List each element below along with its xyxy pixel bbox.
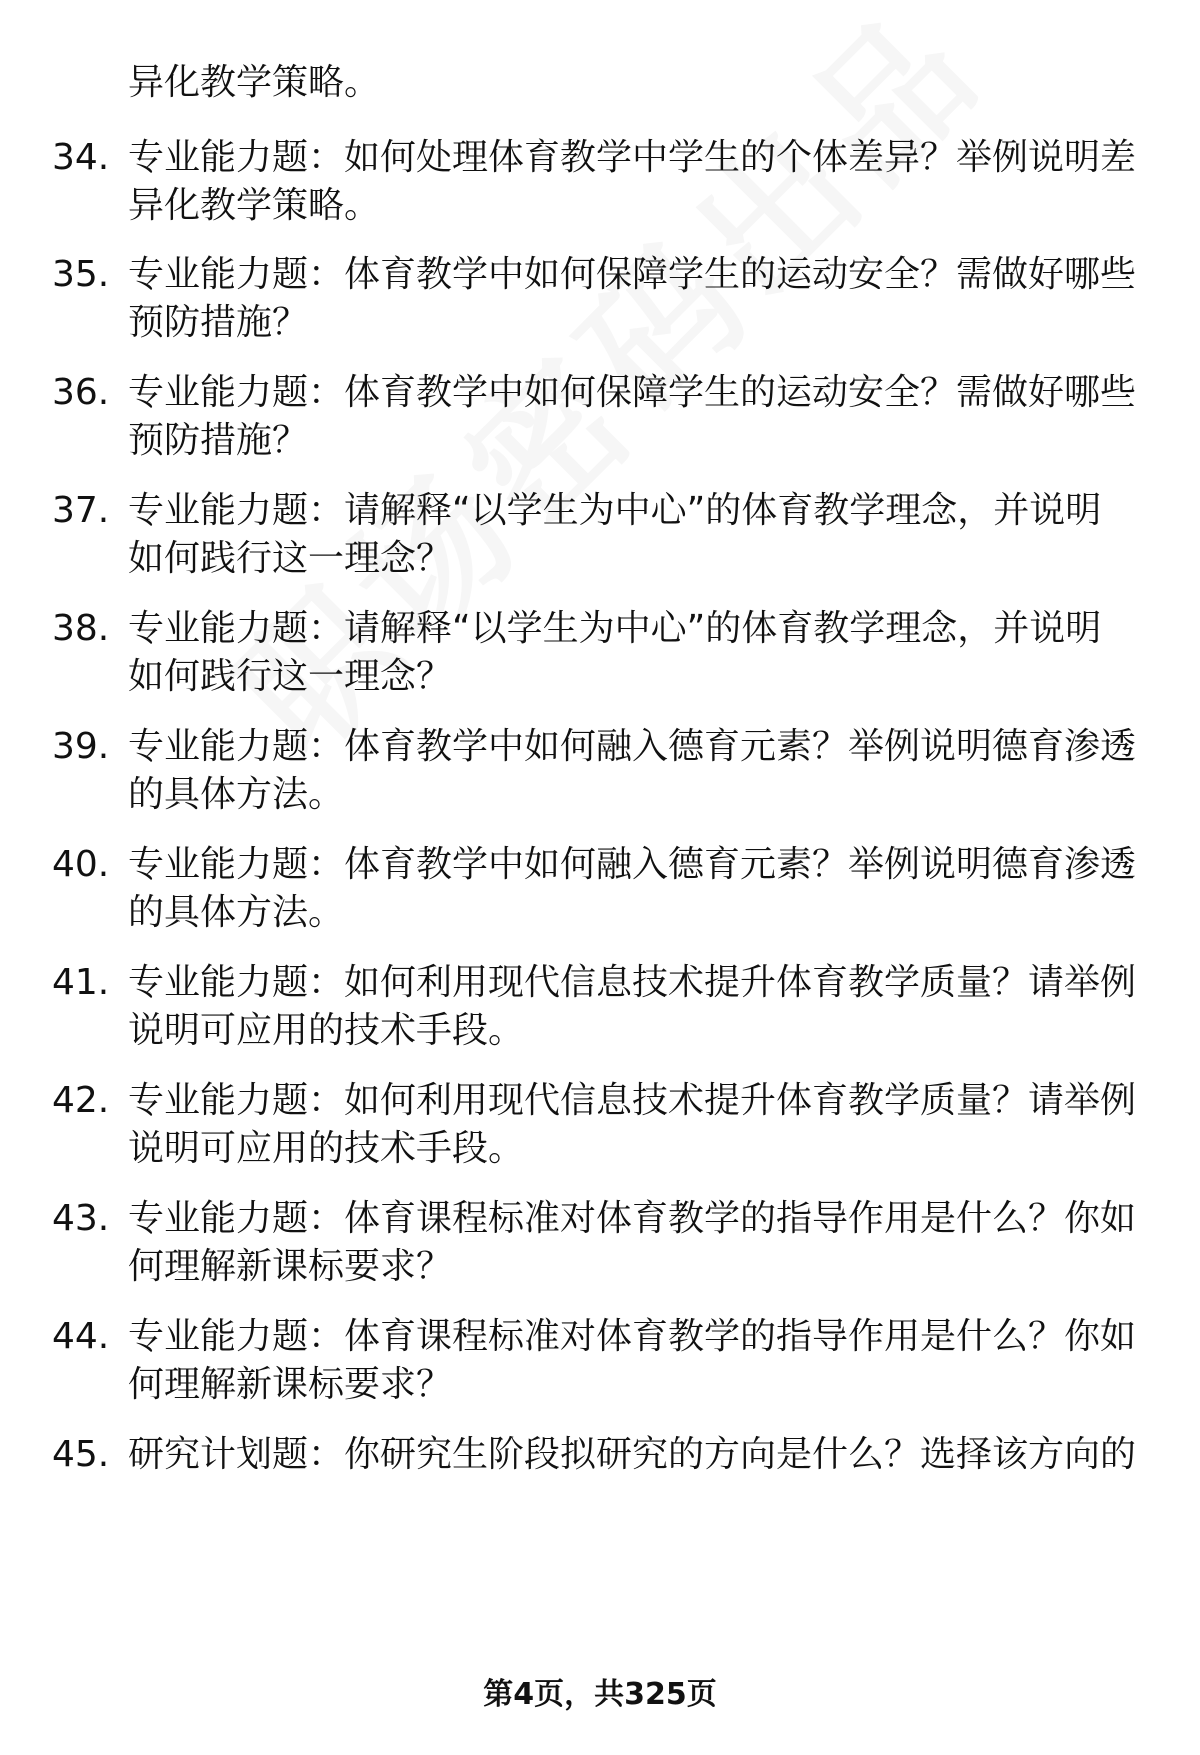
question-item — [0, 1312, 1200, 1422]
question-item — [0, 133, 1200, 243]
question-text-line: 异化教学策略。 — [128, 185, 381, 226]
question-text-line: 预防措施？ — [128, 420, 309, 461]
question-number: 41. — [52, 962, 110, 1003]
question-item — [0, 486, 1200, 596]
question-text-line: 专业能力题：体育课程标准对体育教学的指导作用是什么？你如 — [128, 1198, 1137, 1239]
question-text-line: 专业能力题：体育教学中如何融入德育元素？举例说明德育渗透 — [128, 844, 1137, 885]
question-item — [0, 722, 1200, 832]
question-number: 34. — [52, 137, 110, 178]
question-text-line: 何理解新课标要求？ — [128, 1246, 453, 1287]
question-text-line: 预防措施？ — [128, 302, 309, 343]
question-item — [0, 250, 1200, 360]
question-text-line: 如何践行这一理念？ — [128, 656, 453, 697]
question-text-line: 专业能力题：体育教学中如何保障学生的运动安全？需做好哪些 — [128, 254, 1137, 295]
question-item — [0, 368, 1200, 478]
continuation-text: 异化教学策略。 — [128, 62, 381, 103]
question-text-line: 专业能力题：如何利用现代信息技术提升体育教学质量？请举例 — [128, 962, 1137, 1003]
question-text-line: 的具体方法。 — [128, 892, 345, 933]
question-item — [0, 958, 1200, 1068]
question-text-line: 专业能力题：如何利用现代信息技术提升体育教学质量？请举例 — [128, 1080, 1137, 1121]
question-text-line: 的具体方法。 — [128, 774, 345, 815]
question-text-line: 说明可应用的技术手段。 — [128, 1128, 525, 1169]
question-text-line: 如何践行这一理念？ — [128, 538, 453, 579]
question-text-line: 专业能力题：体育课程标准对体育教学的指导作用是什么？你如 — [128, 1316, 1137, 1357]
question-text-line: 何理解新课标要求？ — [128, 1364, 453, 1405]
question-item — [0, 840, 1200, 950]
question-text-line: 专业能力题：请解释“以学生为中心”的体育教学理念，并说明 — [128, 608, 1102, 649]
question-number: 43. — [52, 1198, 110, 1239]
question-number: 45. — [52, 1434, 110, 1475]
question-number: 36. — [52, 372, 110, 413]
question-number: 39. — [52, 726, 110, 767]
question-number: 44. — [52, 1316, 110, 1357]
question-number: 37. — [52, 490, 110, 531]
question-text-line: 专业能力题：请解释“以学生为中心”的体育教学理念，并说明 — [128, 490, 1102, 531]
question-text-line: 研究计划题：你研究生阶段拟研究的方向是什么？选择该方向的 — [128, 1434, 1137, 1475]
question-text-line: 专业能力题：如何处理体育教学中学生的个体差异？举例说明差 — [128, 137, 1137, 178]
question-item — [0, 1194, 1200, 1304]
question-text-line: 说明可应用的技术手段。 — [128, 1010, 525, 1051]
question-item — [0, 1430, 1200, 1540]
page-footer: 第4页，共325页 — [483, 1677, 717, 1712]
question-text-line: 专业能力题：体育教学中如何融入德育元素？举例说明德育渗透 — [128, 726, 1137, 767]
question-text-line: 专业能力题：体育教学中如何保障学生的运动安全？需做好哪些 — [128, 372, 1137, 413]
question-number: 38. — [52, 608, 110, 649]
question-number: 40. — [52, 844, 110, 885]
question-item — [0, 604, 1200, 714]
question-number: 35. — [52, 254, 110, 295]
question-item — [0, 1076, 1200, 1186]
question-number: 42. — [52, 1080, 110, 1121]
